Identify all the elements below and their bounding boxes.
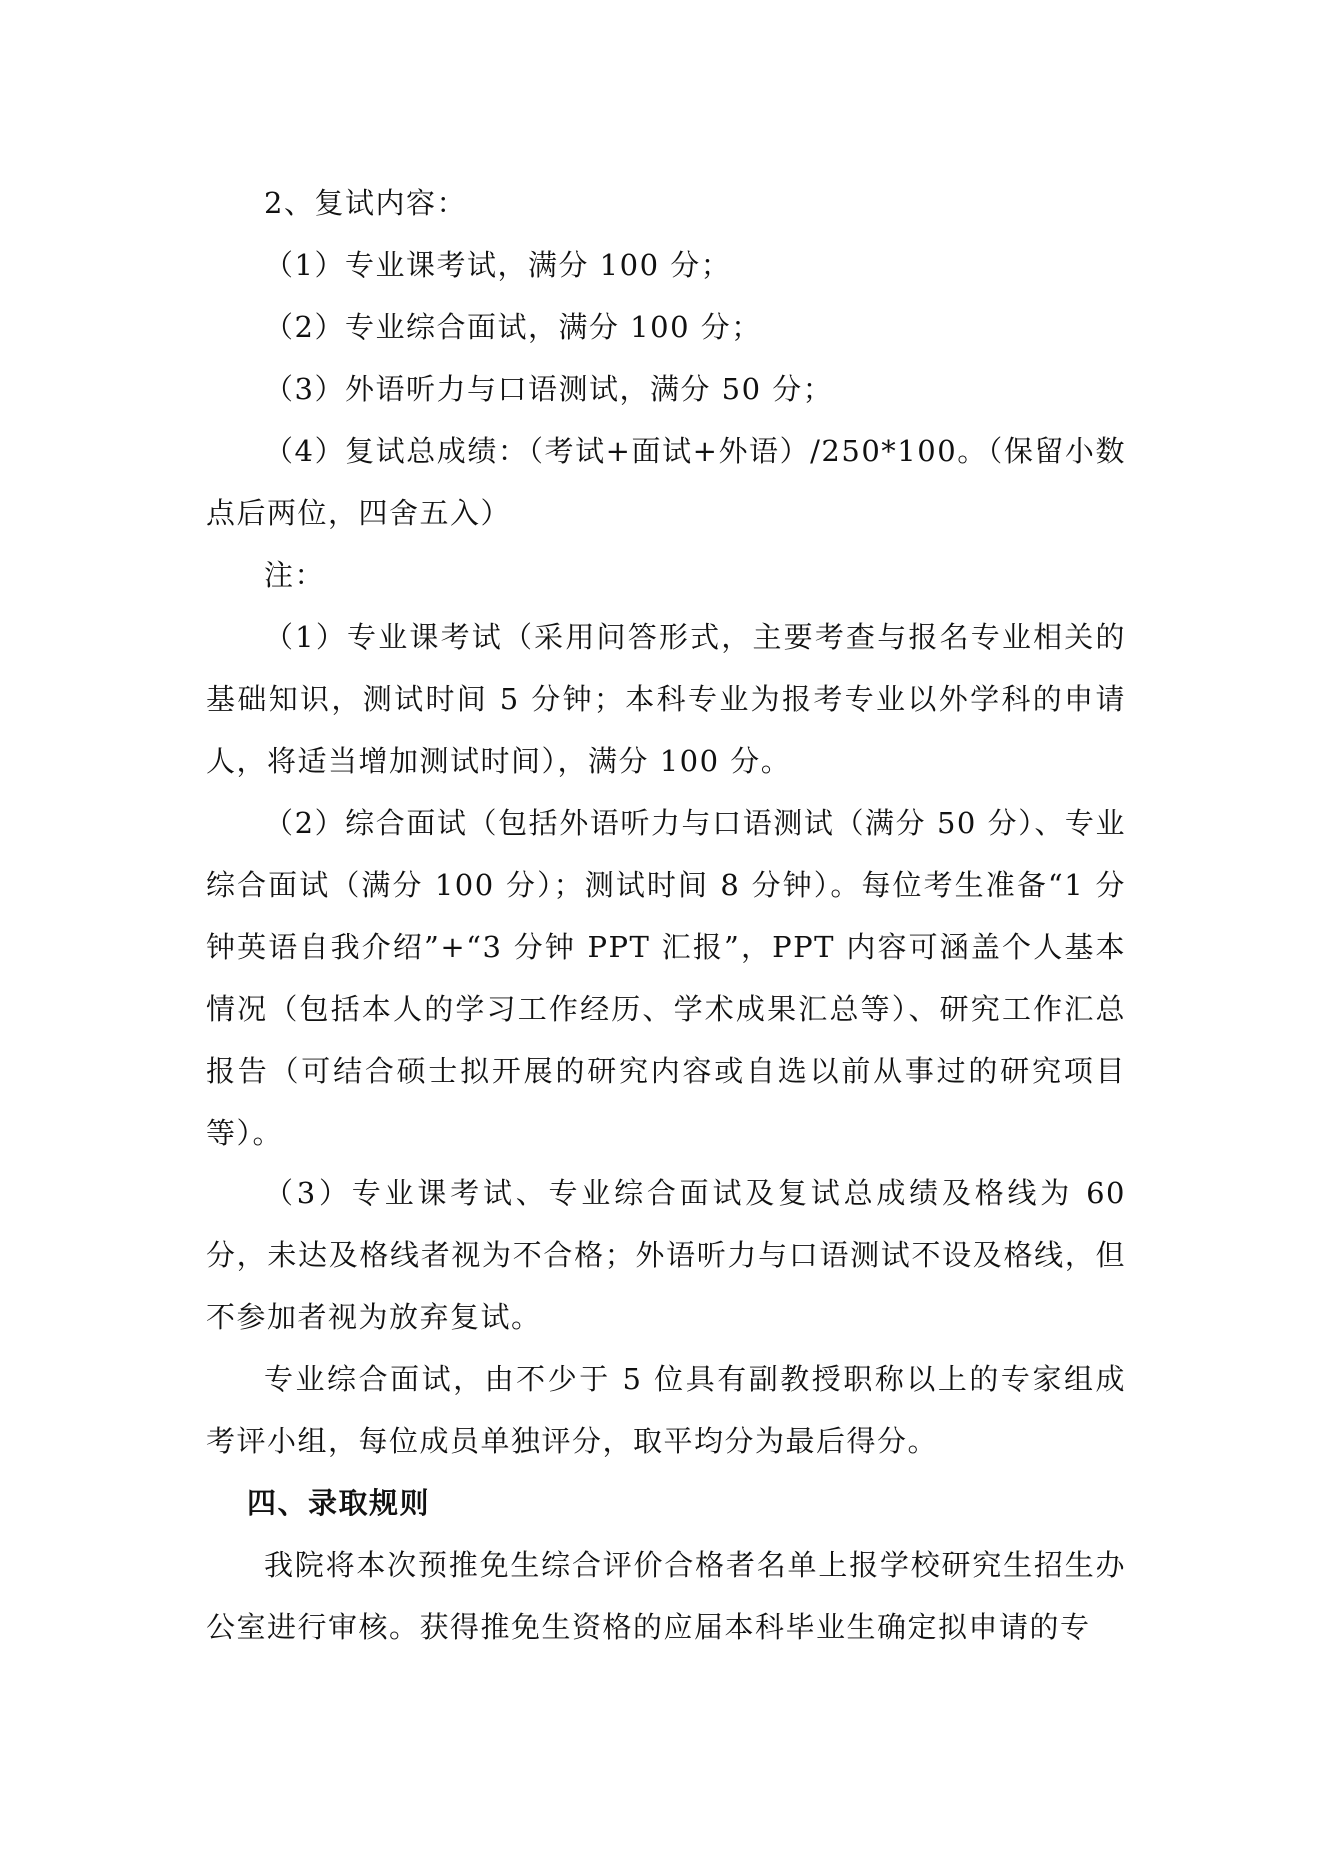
- retest-item-3: （3）外语听力与口语测试，满分 50 分；: [264, 372, 834, 406]
- section-title-retest-content: 2、复试内容：: [264, 186, 467, 220]
- note-item-2: （2）综合面试（包括外语听力与口语测试（满分 50 分）、专业综合面试（满分 100 分）；测试时间 8 分钟）。每位考生准备“1 分钟英语自我介绍”+“3 分钟 PPT 汇报”，PPT 内容可涵盖个人基本情况（包括本人的学习工作经历、学术成果汇总等）、研究工作汇总报告（可结合硕士拟开展的研究内容或自选以前从事过的研究项目等）。: [206, 806, 1126, 1150]
- notes-label: 注：: [264, 558, 326, 592]
- note-item-1: （1）专业课考试（采用问答形式，主要考查与报名专业相关的基础知识，测试时间 5 分钟；本科专业为报考专业以外学科的申请人，将适当增加测试时间），满分 100 分。: [206, 620, 1126, 778]
- retest-item-1: （1）专业课考试，满分 100 分；: [264, 248, 732, 282]
- note-item-3: （3）专业课考试、专业综合面试及复试总成绩及格线为 60 分，未达及格线者视为不合格；外语听力与口语测试不设及格线，但不参加者视为放弃复试。: [206, 1176, 1126, 1334]
- retest-item-4: （4）复试总成绩：（考试+面试+外语）/250*100。（保留小数点后两位，四舍五入）: [206, 434, 1126, 530]
- panel-paragraph: 专业综合面试，由不少于 5 位具有副教授职称以上的专家组成考评小组，每位成员单独评分，取平均分为最后得分。: [206, 1362, 1126, 1458]
- section-heading-admission-rules: 四、录取规则: [247, 1486, 431, 1520]
- admission-paragraph: 我院将本次预推免生综合评价合格者名单上报学校研究生招生办公室进行审核。获得推免生资格的应届本科毕业生确定拟申请的专: [206, 1548, 1126, 1644]
- retest-item-2: （2）专业综合面试，满分 100 分；: [264, 310, 762, 344]
